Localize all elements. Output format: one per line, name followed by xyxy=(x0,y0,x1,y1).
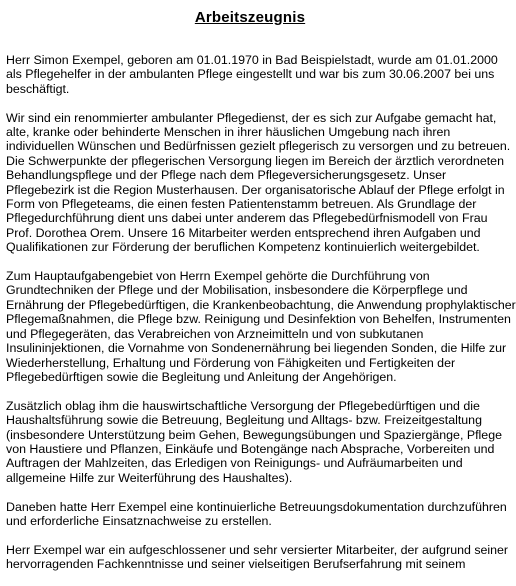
text-line: allgemeine Hilfe zur Weiterführung des Haushaltes). xyxy=(6,470,293,485)
document-title: Arbeitszeugnis xyxy=(194,9,306,26)
text-line: als Pflegehelfer in der ambulanten Pflege eingestellt und war bis zum 30.06.2007 bei uns xyxy=(6,67,495,82)
text-line: Prof. Dorothea Orem. Unsere 16 Mitarbeiter werden entsprechend ihren Aufgaben und xyxy=(6,225,481,240)
text-line: und erforderliche Einsatznachweise zu erstellen. xyxy=(6,513,272,528)
text-line: hervorragenden Fachkenntnisse und seiner vielseitigen Berufserfahrung mit seinem xyxy=(6,557,466,572)
text-line: Herr Exempel war ein aufgeschlossener und sehr versierter Mitarbeiter, der aufgrund seiner xyxy=(6,542,509,557)
text-line: individuellen Wünschen und Bedürfnissen gezielt pflegerisch zu versorgen und zu betreuen. xyxy=(6,139,511,154)
text-line: Ernährung der Pflegebedürftigen, die Krankenbeobachtung, die Anwendung prophylaktischer xyxy=(6,297,516,312)
text-line: Pflegebedürftigen sowie die Begleitung und Anleitung der Angehörigen. xyxy=(6,369,397,384)
text-line: Haushaltsführung sowie die Betreuung, Begleitung und Alltags- bzw. Freizeitgestaltung xyxy=(6,413,482,428)
paragraph-6 xyxy=(6,542,509,572)
text-line: Wiederherstellung, Erhaltung und Förderung von Fähigkeiten und Fertigkeiten der xyxy=(6,355,456,370)
paragraph-1 xyxy=(6,53,498,96)
text-line: beschäftigt. xyxy=(6,81,70,96)
text-line: Daneben hatte Herr Exempel eine kontinuierliche Betreuungsdokumentation durchzuführen xyxy=(6,499,507,514)
text-line: Grundtechniken der Pflege und der Mobilisation, insbesondere die Körperpflege und xyxy=(6,283,468,298)
paragraph-3 xyxy=(6,269,516,384)
text-line: (insbesondere Unterstützung beim Gehen, Bewegungsübungen und Spaziergänge, Pflege xyxy=(6,427,502,442)
text-line: Zum Hauptaufgabengebiet von Herrn Exempel gehörte die Durchführung von xyxy=(6,269,430,284)
text-line: Qualifikationen zur Förderung der beruflichen Kompetenz kontinuierlich weitergebildet. xyxy=(6,240,480,255)
text-line: Herr Simon Exempel, geboren am 01.01.1970 in Bad Beispielstadt, wurde am 01.01.2000 xyxy=(6,53,498,67)
text-line: von Haustiere und Pflanzen, Einkäufe und Botengänge nach Absprache, Vorbereiten und xyxy=(6,441,495,456)
text-line: Zusätzlich oblag ihm die hauswirtschaftliche Versorgung der Pflegebedürftigen und die xyxy=(6,398,480,413)
paragraph-4 xyxy=(6,398,502,485)
document-body xyxy=(6,53,516,586)
text-line: Wir sind ein renommierter ambulanter Pflegedienst, der es sich zur Aufgabe gemacht hat, xyxy=(6,110,497,125)
text-line: Pflegemaßnahmen, die Pflege bzw. Reinigung und Desinfektion von Behelfen, Instrumenten xyxy=(6,312,511,327)
text-line: Die Schwerpunkte der pflegerischen Versorgung liegen im Bereich der ärztlich verordneten xyxy=(6,153,504,168)
text-line: Pflegebezirk ist die Region Musterhausen. Der organisatorische Ablauf der Pflege erfolgt in xyxy=(6,182,505,197)
text-line: Auftragen der Mahlzeiten, das Erledigen von Reinigungs- und Aufräumarbeiten und xyxy=(6,456,463,471)
text-line: Pflegedurchführung dient uns dabei unter anderem das Pflegebedürfnismodell von Frau xyxy=(6,211,488,226)
text-line: Behandlungspflege und der Pflege nach dem Pflegeversicherungsgesetz. Unser xyxy=(6,168,447,183)
paragraph-2 xyxy=(6,110,511,255)
text-line: Form von Pflegeteams, die einen festen Patientenstamm betreuen. Als Grundlage der xyxy=(6,197,477,212)
text-line: Insulininjektionen, die Vornahme von Sondenernährung bei liegenden Sonden, die Hilfe zur xyxy=(6,341,507,356)
text-line: alte, kranke oder behinderte Menschen in ihrer häuslichen Umgebung nach ihren xyxy=(6,125,451,140)
paragraph-5 xyxy=(6,499,507,529)
text-line: und Pflegegeräten, das Verabreichen von Arzneimitteln und von subkutanen xyxy=(6,326,424,341)
